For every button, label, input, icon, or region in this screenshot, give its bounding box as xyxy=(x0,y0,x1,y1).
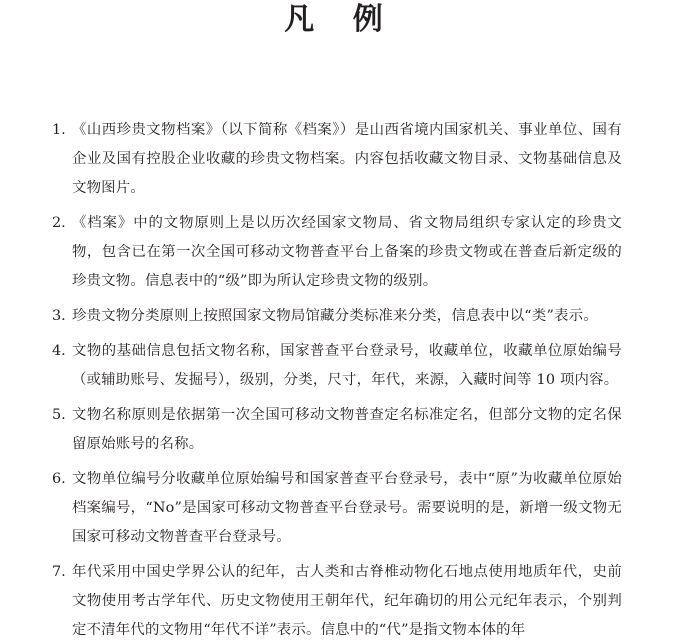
item-text: 珍贵文物分类原则上按照国家文物局馆藏分类标准来分类，信息表中以“类”表示。 xyxy=(72,308,598,324)
guideline-list xyxy=(52,116,622,643)
item-number: 7. xyxy=(52,564,66,580)
item-text: 文物名称原则是依据第一次全国可移动文物普查定名标准定名，但部分文物的定名保留原始账号的名称。 xyxy=(72,407,622,452)
item-number: 2. xyxy=(52,215,66,231)
item-text: 文物的基础信息包括文物名称，国家普查平台登录号，收藏单位，收藏单位原始编号（或辅助账号、发掘号），级别，分类，尺寸，年代，来源，入藏时间等 10 项内容。 xyxy=(72,343,622,388)
list-item xyxy=(52,337,622,395)
item-text: 《山西珍贵文物档案》（以下简称《档案》）是山西省境内国家机关、事业单位、国有企业及国有控股企业收藏的珍贵文物档案。内容包括收藏文物目录、文物基础信息及文物图片。 xyxy=(72,122,622,196)
item-number: 3. xyxy=(52,308,66,324)
list-item xyxy=(52,116,622,203)
item-number: 5. xyxy=(52,407,66,423)
item-number: 6. xyxy=(52,471,66,487)
list-item xyxy=(52,209,622,296)
list-item xyxy=(52,558,622,643)
item-text: 年代采用中国史学界公认的纪年，古人类和古脊椎动物化石地点使用地质年代，史前文物使用考古学年代、历史文物使用王朝年代，纪年确切的用公元纪年表示，个别判定不清年代的文物用“年代不详”表示。信息中的“代”是指文物本体的年 xyxy=(72,564,622,638)
item-number: 1. xyxy=(52,122,66,138)
page-title: 凡 例 xyxy=(284,2,397,37)
item-text: 文物单位编号分收藏单位原始编号和国家普查平台登录号，表中“原”为收藏单位原始档案编号，“No”是国家可移动文物普查平台登录号。需要说明的是，新增一级文物无国家可移动文物普查平台登录号。 xyxy=(72,471,622,545)
list-item xyxy=(52,401,622,459)
item-number: 4. xyxy=(52,343,66,359)
list-item xyxy=(52,465,622,552)
item-text: 《档案》中的文物原则上是以历次经国家文物局、省文物局组织专家认定的珍贵文物，包含已在第一次全国可移动文物普查平台上备案的珍贵文物或在普查后新定级的珍贵文物。信息表中的“级”即为所认定珍贵文物的级别。 xyxy=(72,215,622,289)
list-item xyxy=(52,302,622,331)
